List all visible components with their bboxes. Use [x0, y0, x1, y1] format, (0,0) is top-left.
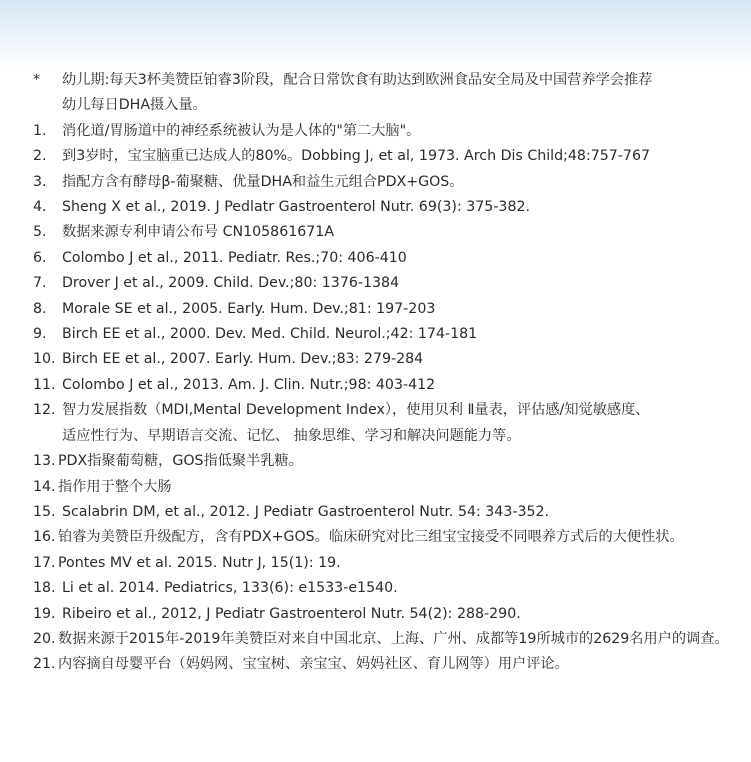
- footnote-item: [0, 220, 751, 245]
- footnote-item: [0, 551, 751, 576]
- footnote-item: [0, 602, 751, 627]
- footnote-item: [0, 119, 751, 144]
- footnote-text: 数据来源于2015年-2019年美赞臣对来自中国北京、上海、广州、成都等19所城市的2629名用户的调查。: [58, 630, 729, 647]
- footnote-marker: 8.: [33, 300, 47, 317]
- footnote-text: 到3岁时，宝宝脑重已达成人的80%。Dobbing J, et al, 1973. Arch Dis Child;48:757-767: [62, 148, 651, 165]
- footnote-marker: 3.: [33, 173, 47, 190]
- footnote-item: [0, 271, 751, 296]
- footnote-text: Ribeiro et al., 2012, J Pediatr Gastroenterol Nutr. 54(2): 288-290.: [62, 605, 521, 622]
- footnote-text: 数据来源专利申请公布号 CN105861671A: [62, 224, 335, 241]
- footnote-marker: 13.: [33, 453, 56, 470]
- header-gradient-banner: [0, 0, 751, 70]
- footnote-item: [0, 373, 751, 398]
- footnote-marker: 20.: [33, 630, 56, 647]
- footnote-text: Pontes MV et al. 2015. Nutr J, 15(1): 19.: [58, 554, 341, 571]
- footnote-item: [0, 627, 751, 652]
- footnote-marker: 7.: [33, 275, 47, 292]
- footnote-line: 适应性行为、早期语言交流、记忆、 抽象思维、学习和解决问题能力等。: [62, 427, 521, 444]
- footnote-item: [0, 398, 751, 449]
- footnote-text: Colombo J et al., 2011. Pediatr. Res.;70: 406-410: [62, 249, 407, 266]
- footnote-item: [0, 475, 751, 500]
- footnote-marker: 18.: [33, 580, 56, 597]
- footnote-marker: 6.: [33, 249, 47, 266]
- footnote-text: Drover J et al., 2009. Child. Dev.;80: 1376-1384: [62, 275, 400, 292]
- footnote-item: [0, 347, 751, 372]
- footnote-item: [0, 525, 751, 550]
- footnote-marker: 14.: [33, 478, 56, 495]
- footnote-item: [0, 576, 751, 601]
- footnote-list: [0, 68, 751, 678]
- footnote-text: [62, 68, 652, 119]
- footnote-text: 消化道/胃肠道中的神经系统被认为是人体的"第二大脑"。: [62, 122, 421, 139]
- footnote-marker: 17.: [33, 554, 56, 571]
- footnote-marker: 4.: [33, 199, 47, 216]
- footnote-item: [0, 195, 751, 220]
- footnote-item: [0, 68, 751, 119]
- footnote-line: 幼儿期:每天3杯美赞臣铂睿3阶段，配合日常饮食有助达到欧洲食品安全局及中国营养学会推荐: [62, 72, 653, 88]
- footnote-text: Birch EE et al., 2007. Early. Hum. Dev.;83: 279-284: [62, 351, 424, 368]
- footnote-item: [0, 449, 751, 474]
- footnote-marker: 2.: [33, 148, 47, 165]
- footnote-marker: 16.: [33, 529, 56, 546]
- footnote-text: 内容摘自母婴平台（妈妈网、宝宝树、亲宝宝、妈妈社区、育儿网等）用户评论。: [58, 656, 569, 673]
- footnote-marker: 12.: [33, 402, 56, 419]
- footnote-text: 指配方含有酵母β-葡聚糖、优量DHA和益生元组合PDX+GOS。: [62, 173, 464, 190]
- footnote-item: [0, 652, 751, 677]
- footnote-marker: 1.: [33, 122, 47, 139]
- footnote-item: [0, 500, 751, 525]
- footnote-item: [0, 144, 751, 169]
- footnote-marker: *: [33, 72, 41, 88]
- footnote-marker: 10.: [33, 351, 56, 368]
- footnote-item: [0, 170, 751, 195]
- footnote-text: Morale SE et al., 2005. Early. Hum. Dev.;81: 197-203: [62, 300, 436, 317]
- footnote-item: [0, 297, 751, 322]
- footnote-text: Sheng X et al., 2019. J Pedlatr Gastroenterol Nutr. 69(3): 375-382.: [62, 199, 531, 216]
- footnote-text: Li et al. 2014. Pediatrics, 133(6): e1533-e1540.: [62, 580, 398, 597]
- footnote-text: PDX指聚葡萄糖，GOS指低聚半乳糖。: [58, 453, 303, 470]
- footnote-line: 智力发展指数（MDI,Mental Development Index），使用贝利 Ⅱ量表，评估感/知觉敏感度、: [62, 402, 650, 419]
- footnote-item: [0, 246, 751, 271]
- footnote-item: [0, 322, 751, 347]
- footnote-text: [62, 398, 649, 449]
- footnote-text: Colombo J et al., 2013. Am. J. Clin. Nutr.;98: 403-412: [62, 376, 436, 393]
- footnote-text: Birch EE et al., 2000. Dev. Med. Child. Neurol.;42: 174-181: [62, 326, 478, 343]
- footnote-text: Scalabrin DM, et al., 2012. J Pediatr Gastroenterol Nutr. 54: 343-352.: [62, 503, 550, 520]
- footnote-text: 铂睿为美赞臣升级配方，含有PDX+GOS。临床研究对比三组宝宝接受不同喂养方式后的大便性状。: [58, 529, 684, 546]
- footnote-marker: 15.: [33, 503, 56, 520]
- footnote-marker: 19.: [33, 605, 56, 622]
- footnote-marker: 5.: [33, 224, 47, 241]
- footnote-marker: 21.: [33, 656, 56, 673]
- footnote-line: 幼儿每日DHA摄入量。: [62, 97, 207, 114]
- footnote-text: 指作用于整个大肠: [58, 478, 172, 495]
- footnote-marker: 9.: [33, 326, 47, 343]
- footnote-marker: 11.: [33, 376, 56, 393]
